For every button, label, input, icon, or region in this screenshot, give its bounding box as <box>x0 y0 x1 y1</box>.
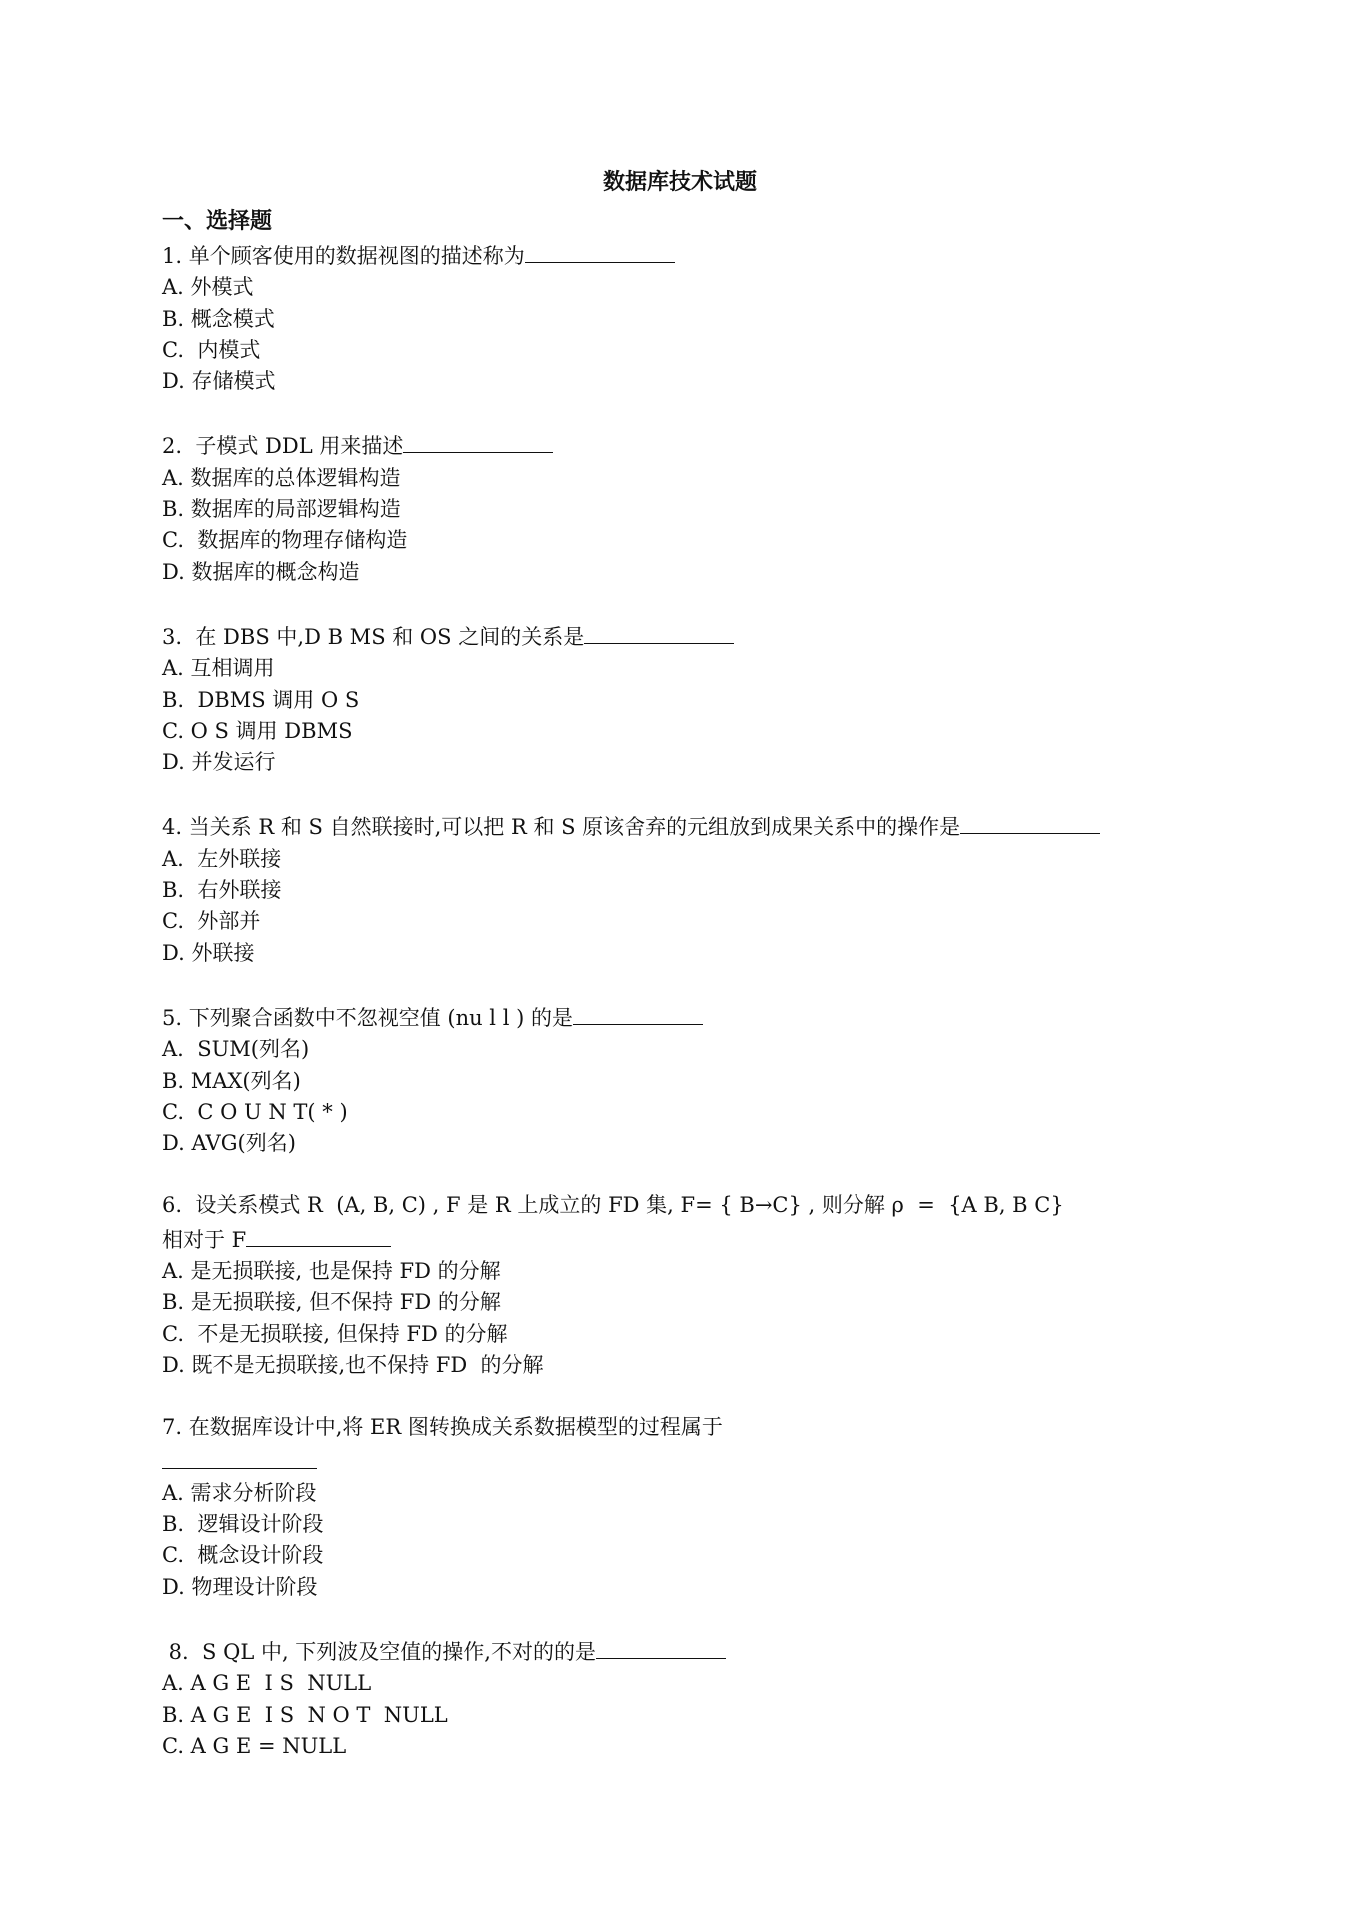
option-b: B. 数据库的局部逻辑构造 <box>162 497 401 522</box>
question-7 <box>162 1412 1222 1603</box>
option-c: C. C O U N T( * ) <box>162 1099 348 1124</box>
question-6 <box>162 1190 1222 1381</box>
answer-blank <box>246 1222 391 1247</box>
option-d: D. 既不是无损联接,也不保持 FD 的分解 <box>162 1352 544 1377</box>
answer-blank <box>960 809 1100 834</box>
question-stem-continued: 相对于 F <box>162 1227 247 1252</box>
option-a: A. 数据库的总体逻辑构造 <box>162 465 401 490</box>
option-c: C. 数据库的物理存储构造 <box>162 528 408 553</box>
option-a: A. 需求分析阶段 <box>162 1480 317 1505</box>
option-a: A. 外模式 <box>162 275 254 300</box>
option-b: B. MAX(列名) <box>162 1068 301 1093</box>
option-a: A. SUM(列名) <box>162 1037 310 1062</box>
option-d: D. 存储模式 <box>162 369 276 394</box>
question-1 <box>162 238 1222 397</box>
option-d: D. 外联接 <box>162 940 255 965</box>
option-c: C. 不是无损联接, 但保持 FD 的分解 <box>162 1321 508 1346</box>
option-d: D. AVG(列名) <box>162 1131 296 1156</box>
option-a: A. 是无损联接, 也是保持 FD 的分解 <box>162 1259 501 1284</box>
option-b: B. 右外联接 <box>162 878 282 903</box>
option-a: A. 互相调用 <box>162 656 275 681</box>
option-b: B. DBMS 调用 O S <box>162 687 360 712</box>
question-stem: 6. 设关系模式 R (A, B, C) , F 是 R 上成立的 FD 集, F= { B→C} , 则分解 ρ = {A B, B C} <box>162 1193 1064 1218</box>
option-b: B. 逻辑设计阶段 <box>162 1512 324 1537</box>
question-list <box>162 238 1222 1793</box>
question-3 <box>162 619 1222 778</box>
question-stem: 5. 下列聚合函数中不忽视空值 (nu l l ) 的是 <box>162 1005 573 1030</box>
option-a: A. A G E I S NULL <box>162 1671 372 1696</box>
question-stem: 2. 子模式 DDL 用来描述 <box>162 434 404 459</box>
option-c: C. 概念设计阶段 <box>162 1543 324 1568</box>
option-b: B. 概念模式 <box>162 306 275 331</box>
option-c: C. O S 调用 DBMS <box>162 718 353 743</box>
option-c: C. 内模式 <box>162 337 261 362</box>
option-b: B. A G E I S N O T NULL <box>162 1702 448 1727</box>
option-d: D. 并发运行 <box>162 750 276 775</box>
answer-blank <box>584 619 734 644</box>
option-d: D. 数据库的概念构造 <box>162 559 360 584</box>
option-c: C. A G E = NULL <box>162 1733 347 1758</box>
question-2 <box>162 428 1222 587</box>
answer-blank <box>162 1444 317 1469</box>
question-8 <box>162 1634 1222 1762</box>
question-5 <box>162 1000 1222 1159</box>
option-b: B. 是无损联接, 但不保持 FD 的分解 <box>162 1290 501 1315</box>
page-title: 数据库技术试题 <box>602 169 757 195</box>
answer-blank <box>525 238 675 263</box>
question-stem: 8. S QL 中, 下列波及空值的操作,不对的的是 <box>162 1639 596 1664</box>
question-stem: 3. 在 DBS 中,D B MS 和 OS 之间的关系是 <box>162 624 585 649</box>
option-a: A. 左外联接 <box>162 846 282 871</box>
answer-blank <box>403 428 553 453</box>
section-heading: 一、选择题 <box>162 208 273 234</box>
option-d: D. 物理设计阶段 <box>162 1574 318 1599</box>
option-c: C. 外部并 <box>162 909 261 934</box>
question-stem: 7. 在数据库设计中,将 ER 图转换成关系数据模型的过程属于 <box>162 1415 723 1440</box>
question-stem: 4. 当关系 R 和 S 自然联接时,可以把 R 和 S 原该舍弃的元组放到成果关系中的操作是 <box>162 815 961 840</box>
answer-blank <box>573 1000 703 1025</box>
question-4 <box>162 809 1222 968</box>
answer-blank <box>596 1634 726 1659</box>
question-stem: 1. 单个顾客使用的数据视图的描述称为 <box>162 244 525 268</box>
